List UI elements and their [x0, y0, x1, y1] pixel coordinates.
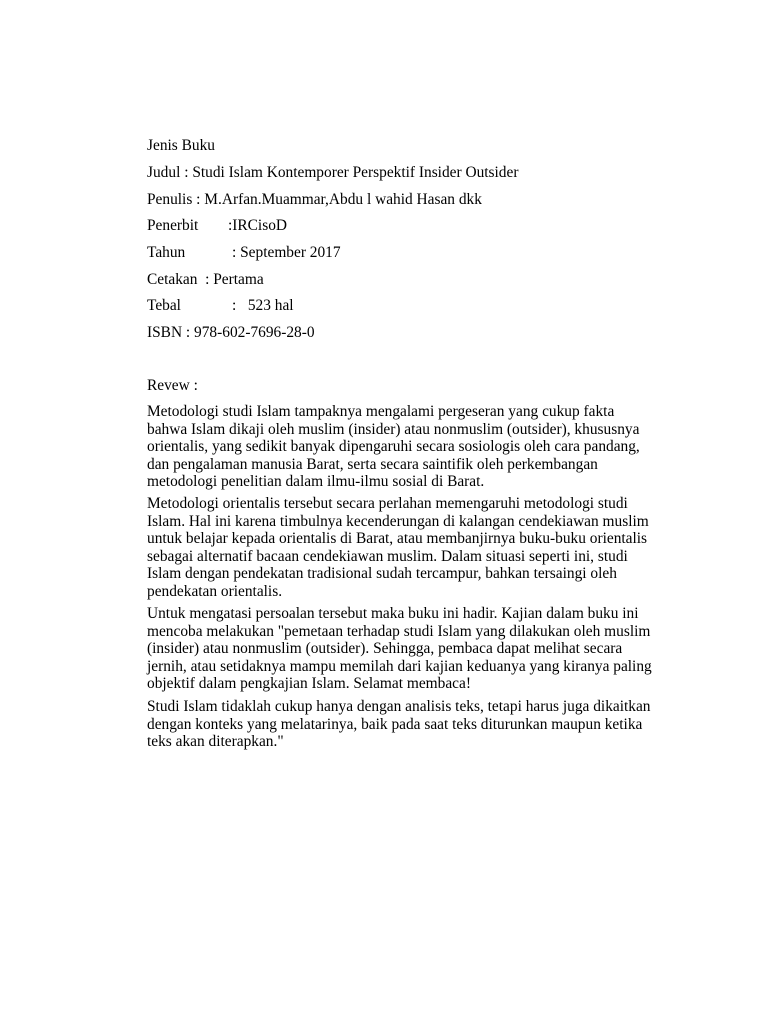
paragraph-line: jernih, atau setidaknya mampu memilah dari kajian keduanya yang kiranya paling [147, 657, 652, 675]
book-heading: Jenis Buku [147, 137, 215, 154]
review-heading: Revew : [147, 377, 198, 394]
pages-value: : 523 hal [232, 297, 294, 314]
paragraph-line: Islam. Hal ini karena timbulnya kecenderungan di kalangan cendekiawan muslim [147, 512, 649, 530]
paragraph-line: dengan konteks yang melatarinya, baik pada saat teks diturunkan maupun ketika [147, 715, 643, 733]
paragraph-line: teks akan diterapkan." [147, 733, 284, 751]
paragraph-line: mencoba melakukan "pemetaan terhadap studi Islam yang dilakukan oleh muslim [147, 622, 651, 640]
book-pages-line [147, 297, 294, 315]
paragraph-line: Untuk mengatasi persoalan tersebut maka buku ini hadir. Kajian dalam buku ini [147, 605, 639, 622]
review-paragraph [147, 698, 667, 751]
review-paragraph [147, 403, 667, 491]
paragraph-line: metodologi penelitian dalam ilmu-ilmu sosial di Barat. [147, 473, 485, 491]
paragraph-line: Islam dengan pendekatan tradisional sudah tercampur, bahkan tersaingi oleh [147, 565, 617, 583]
publisher-label: Penerbit [147, 217, 199, 234]
pages-label: Tebal [147, 297, 181, 314]
year-label: Tahun [147, 244, 186, 261]
paragraph-line: sebagai alternatif bacaan cendekiawan muslim. Dalam situasi seperti ini, studi [147, 547, 628, 565]
book-isbn-line: ISBN : 978-602-7696-28-0 [147, 324, 315, 341]
paragraph-line: (insider) atau nonmuslim (outsider). Sehingga, pembaca dapat melihat secara [147, 640, 623, 658]
review-paragraph [147, 495, 667, 601]
paragraph-line: dan pengalaman manusia Barat, serta secara saintifik oleh perkembangan [147, 455, 598, 473]
book-title-line: Judul : Studi Islam Kontemporer Perspektif Insider Outsider [147, 164, 519, 181]
paragraph-line: untuk belajar kepada orientalis di Barat, atau membanjirnya buku-buku orientalis [147, 530, 648, 548]
publisher-value: :IRCisoD [228, 217, 288, 234]
paragraph-line: bahwa Islam dikaji oleh muslim (insider) atau nonmuslim (outsider), khususnya [147, 420, 640, 438]
paragraph-line: Metodologi orientalis tersebut secara perlahan memengaruhi metodologi studi [147, 495, 628, 512]
book-publisher-line [147, 217, 288, 235]
book-year-line [147, 244, 341, 262]
paragraph-line: pendekatan orientalis. [147, 582, 283, 600]
year-value: : September 2017 [232, 244, 341, 261]
paragraph-line: objektif dalam pengkajian Islam. Selamat membaca! [147, 675, 471, 693]
review-paragraph [147, 605, 667, 693]
book-edition-line: Cetakan : Pertama [147, 271, 264, 288]
paragraph-line: orientalis, yang sedikit banyak dipengaruhi secara sosiologis oleh cara pandang, [147, 438, 640, 456]
paragraph-line: Studi Islam tidaklah cukup hanya dengan analisis teks, tetapi harus juga dikaitkan [147, 698, 651, 715]
paragraph-line: Metodologi studi Islam tampaknya mengalami pergeseran yang cukup fakta [147, 403, 615, 420]
book-author-line: Penulis : M.Arfan.Muammar,Abdu l wahid Hasan dkk [147, 191, 482, 208]
